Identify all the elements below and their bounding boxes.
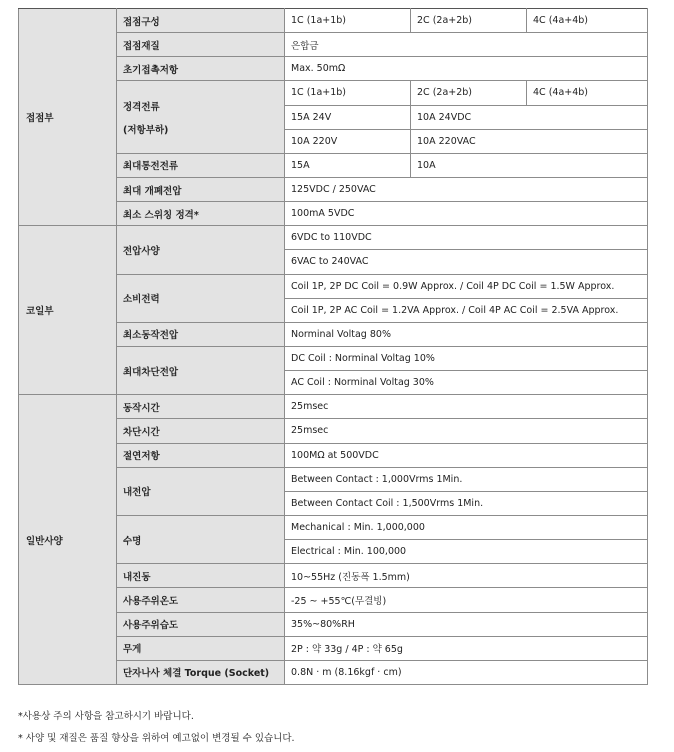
value-cell: 0.8N · m (8.16kgf · cm) [285,660,648,684]
section-coil: 코일부 [19,226,117,395]
value-cell: -25 ~ +55℃(무결빙) [285,588,648,612]
value-cell: 6VDC to 110VDC [285,226,648,250]
value-cell: 1C (1a+1b) [285,81,411,105]
value-cell: 10A [411,153,648,177]
value-cell: 4C (4a+4b) [527,81,648,105]
value-cell: Coil 1P, 2P AC Coil = 1.2VA Approx. / Coil 4P AC Coil = 2.5VA Approx. [285,298,648,322]
value-cell: 35%~80%RH [285,612,648,636]
value-cell: 15A [285,153,411,177]
value-cell: 10~55Hz (진동폭 1.5mm) [285,564,648,588]
table-row [19,226,648,250]
value-cell: Between Contact Coil : 1,500Vrms 1Min. [285,491,648,515]
label-vibration: 내진동 [117,564,285,588]
label-ambient-temp: 사용주위온도 [117,588,285,612]
label-terminal-torque: 단자나사 체결 Torque (Socket) [117,660,285,684]
label-initial-contact-resistance: 초기접촉저항 [117,57,285,81]
label-rated-current [117,81,285,153]
value-cell: Norminal Voltag 80% [285,322,648,346]
value-cell: 100mA 5VDC [285,202,648,226]
label-contact-config: 접점구성 [117,9,285,33]
section-general: 일반사양 [19,395,117,685]
value-cell: DC Coil : Norminal Voltag 10% [285,346,648,370]
value-cell: 15A 24V [285,105,411,129]
value-cell: 2P : 약 33g / 4P : 약 65g [285,636,648,660]
section-contact: 접점부 [19,9,117,226]
value-cell: AC Coil : Norminal Voltag 30% [285,371,648,395]
value-cell: Electrical : Min. 100,000 [285,540,648,564]
label-min-operate-voltage: 최소동작전압 [117,322,285,346]
footnotes [18,706,295,750]
rated-current-sublabel: (저항부하) [123,124,169,136]
value-cell: 25msec [285,419,648,443]
value-cell: 6VAC to 240VAC [285,250,648,274]
value-cell: Coil 1P, 2P DC Coil = 0.9W Approx. / Coil 4P DC Coil = 1.5W Approx. [285,274,648,298]
label-dielectric-strength: 내전압 [117,467,285,515]
footnote: * 사양 및 재질은 품질 향상을 위하여 예고없이 변경될 수 있습니다. [18,733,295,744]
value-cell: Mechanical : Min. 1,000,000 [285,515,648,539]
label-min-switching-rating: 최소 스위칭 정격* [117,202,285,226]
table-row [19,395,648,419]
label-power-consumption: 소비전력 [117,274,285,322]
value-cell: 2C (2a+2b) [411,9,527,33]
value-cell: 25msec [285,395,648,419]
label-release-time: 차단시간 [117,419,285,443]
label-operate-time: 동작시간 [117,395,285,419]
table-row [19,9,648,33]
label-contact-material: 접점재질 [117,33,285,57]
footnote: *사용상 주의 사항을 참고하시기 바랍니다. [18,711,194,722]
label-ambient-humidity: 사용주위습도 [117,612,285,636]
label-max-release-voltage: 최대차단전압 [117,346,285,394]
value-cell: 10A 220V [285,129,411,153]
value-cell: 4C (4a+4b) [527,9,648,33]
label-voltage-spec: 전압사양 [117,226,285,274]
label-life: 수명 [117,515,285,563]
value-cell: 2C (2a+2b) [411,81,527,105]
value-cell: Max. 50mΩ [285,57,648,81]
value-cell: 10A 24VDC [411,105,648,129]
value-cell: 100MΩ at 500VDC [285,443,648,467]
value-cell: 125VDC / 250VAC [285,177,648,201]
label-max-current: 최대통전전류 [117,153,285,177]
label-insulation-resistance: 절연저항 [117,443,285,467]
spec-table [18,8,648,685]
value-cell: 은합금 [285,33,648,57]
rated-current-label: 정격전류 [123,101,160,113]
label-max-switching-voltage: 최대 개폐전압 [117,177,285,201]
value-cell: 1C (1a+1b) [285,9,411,33]
label-weight: 무게 [117,636,285,660]
value-cell: Between Contact : 1,000Vrms 1Min. [285,467,648,491]
value-cell: 10A 220VAC [411,129,648,153]
